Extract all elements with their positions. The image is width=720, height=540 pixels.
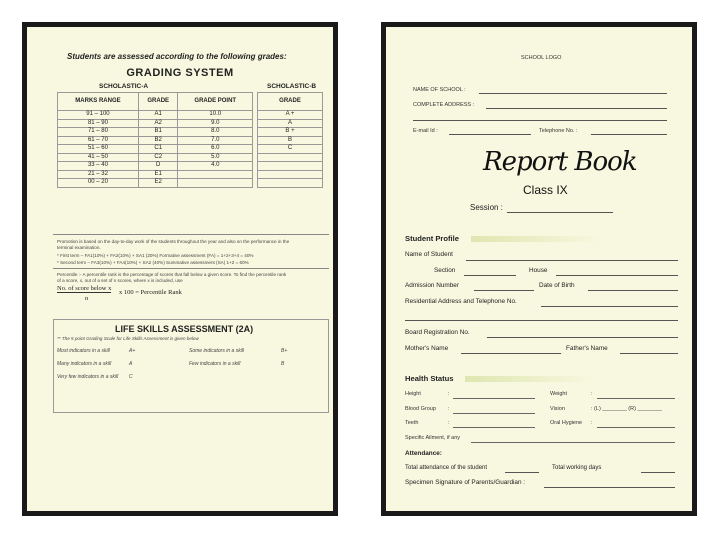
life-skill-grade: B+ [281, 348, 288, 354]
formula-result: x 100 = Percentile Rank [119, 289, 182, 296]
life-skill-grade: C [129, 374, 133, 380]
table-header: GRADE [138, 93, 178, 111]
scholastic-a-table [57, 92, 253, 188]
second-term-note: * Second term – FA3(10%) + FA4(10%) + SA2 (40%) Summative assessment (SA) 1+2 = 60% [57, 260, 249, 265]
weight-field[interactable] [597, 398, 675, 399]
table-row [258, 153, 323, 162]
life-skill-indicator: Most indicators in a skill [57, 348, 110, 354]
heading-underline [465, 376, 595, 382]
grade-cell [258, 162, 323, 171]
scholastic-a-label: SCHOLASTIC-A [99, 83, 149, 90]
grade-point-cell: 5.0 [178, 153, 253, 162]
table-row [58, 153, 253, 162]
grade-point-cell: 6.0 [178, 145, 253, 154]
blood-group-label: Blood Group [405, 406, 436, 412]
grade-point-cell [178, 170, 253, 179]
table-row [258, 162, 323, 171]
address-field[interactable] [486, 108, 667, 109]
vision-field[interactable]: : (L) ________ (R) ________ [591, 406, 662, 412]
table-header: MARKS RANGE [58, 93, 139, 111]
table-row [58, 128, 253, 137]
table-header: GRADE [258, 93, 323, 111]
table-row [258, 111, 323, 120]
table-row [258, 119, 323, 128]
school-name-label: NAME OF SCHOOL : [413, 87, 466, 93]
school-logo-placeholder: SCHOOL LOGO [521, 55, 562, 61]
grade-cell: B [258, 136, 323, 145]
grade-cell: B2 [138, 136, 178, 145]
formula-numerator: No. of score below x [57, 285, 112, 292]
blood-group-field[interactable] [453, 413, 535, 414]
session-field[interactable] [507, 212, 613, 213]
email-label: E-mail Id : [413, 128, 438, 134]
oral-hygiene-field[interactable] [597, 427, 675, 428]
life-skill-indicator: Many indicators in a skill [57, 361, 112, 367]
telephone-field[interactable] [591, 134, 667, 135]
residential-address-field-line2[interactable] [405, 320, 678, 321]
email-field[interactable] [449, 134, 531, 135]
school-name-field[interactable] [479, 93, 667, 94]
board-registration-field[interactable] [487, 337, 678, 338]
grade-cell: C1 [138, 145, 178, 154]
table-row [58, 119, 253, 128]
marks-range-cell: 81 – 90 [58, 119, 139, 128]
grade-point-cell: 7.0 [178, 136, 253, 145]
colon-separator: : [591, 391, 593, 397]
grade-cell: B1 [138, 128, 178, 137]
marks-range-cell: 41 – 50 [58, 153, 139, 162]
table-row [258, 136, 323, 145]
grade-point-cell: 4.0 [178, 162, 253, 171]
life-skill-grade: A [129, 361, 133, 367]
total-attendance-label: Total attendance of the student [405, 465, 488, 471]
marks-range-cell: 00 – 20 [58, 179, 139, 188]
table-row [258, 145, 323, 154]
residential-address-label: Residential Address and Telephone No. [405, 298, 517, 305]
section-field[interactable] [464, 275, 516, 276]
life-skills-heading: LIFE SKILLS ASSESSMENT (2A) [115, 324, 254, 334]
table-row [58, 179, 253, 188]
table-row [258, 179, 323, 188]
specific-ailment-label: Specific Ailment, if any [405, 435, 461, 441]
life-skill-indicator: Some indicators in a skill [189, 348, 245, 354]
colon-separator: : [448, 420, 450, 426]
grade-point-cell: 8.0 [178, 128, 253, 137]
table-row [58, 111, 253, 120]
life-skill-grade: B [281, 361, 285, 367]
right-page-panel [381, 22, 697, 516]
grade-point-cell: 10.0 [178, 111, 253, 120]
first-term-note: * First term – FA1(10%) + FA2(10%) + SA1 (20%) Formative assessment (FA) = 1+2+3+4 = 40% [57, 253, 254, 258]
health-status-heading: Health Status [405, 374, 454, 383]
grading-system-page [27, 27, 333, 511]
left-page-panel [22, 22, 338, 516]
scholastic-b-label: SCHOLASTIC-B [267, 83, 317, 90]
residential-address-field[interactable] [541, 306, 678, 307]
grade-cell: B + [258, 128, 323, 137]
table-row [258, 128, 323, 137]
life-skill-grade: A+ [129, 348, 136, 354]
grade-cell: D [138, 162, 178, 171]
marks-range-cell: 71 – 80 [58, 128, 139, 137]
address-label: COMPLETE ADDRESS : [413, 102, 475, 108]
specimen-signature-label: Specimen Signature of Parents/Guardian : [405, 479, 526, 486]
life-skill-indicator: Few indicators in a skill [189, 361, 241, 367]
mothers-name-label: Mother's Name [405, 345, 449, 352]
grade-cell: E1 [138, 170, 178, 179]
weight-label: Weight [550, 391, 568, 397]
specimen-signature-field[interactable] [544, 487, 675, 488]
date-of-birth-label: Date of Birth [539, 282, 575, 289]
grade-cell: A2 [138, 119, 178, 128]
grade-point-cell: 9.0 [178, 119, 253, 128]
promotion-note-cont: terminal examination. [57, 245, 101, 250]
class-label: Class IX [523, 183, 568, 197]
table-row [58, 170, 253, 179]
assessment-intro-text: Students are assessed according to the following grades: [67, 52, 287, 61]
date-of-birth-field[interactable] [588, 290, 678, 291]
section-label: Section [434, 267, 456, 274]
mothers-name-field[interactable] [461, 353, 561, 354]
divider [53, 268, 329, 269]
student-name-field[interactable] [466, 260, 678, 261]
grade-cell [258, 179, 323, 188]
life-skill-indicator: Very few indicators in a skill [57, 374, 119, 380]
attendance-heading: Attendance: [405, 450, 442, 457]
life-skills-intro: ** The 5 point Grading Scale for Life Skills Assessment is given below [57, 336, 199, 341]
marks-range-cell: 51 – 60 [58, 145, 139, 154]
session-label: Session : [470, 203, 503, 212]
address-field-line2[interactable] [413, 120, 667, 121]
teeth-label: Teeth [405, 420, 419, 426]
grade-cell: A1 [138, 111, 178, 120]
table-header: GRADE POINT [178, 93, 253, 111]
grading-system-heading: GRADING SYSTEM [126, 67, 234, 79]
percentile-note: Percentile :- A percentile rank is the percentage of scores that fall below a given score. To find the percentile rank [57, 272, 287, 277]
specific-ailment-field[interactable] [471, 442, 675, 443]
marks-range-cell: 91 – 100 [58, 111, 139, 120]
grade-cell: C2 [138, 153, 178, 162]
table-row [58, 136, 253, 145]
grade-point-cell [178, 179, 253, 188]
admission-number-label: Admission Number [405, 282, 459, 289]
report-book-cover-page [386, 27, 692, 511]
height-field[interactable] [453, 398, 535, 399]
heading-underline [471, 236, 601, 242]
grade-cell: A [258, 119, 323, 128]
student-profile-heading: Student Profile [405, 234, 460, 243]
total-working-days-label: Total working days [552, 465, 602, 471]
grade-cell [258, 153, 323, 162]
colon-separator: : [448, 406, 450, 412]
marks-range-cell: 21 – 32 [58, 170, 139, 179]
oral-hygiene-label: Oral Hygiene [550, 420, 583, 426]
teeth-field[interactable] [453, 427, 535, 428]
percentile-note-cont: of a score, x, out of a set of n scores, where x is included, use [57, 278, 183, 283]
table-row [258, 170, 323, 179]
height-label: Height [405, 391, 421, 397]
house-label: House [529, 267, 548, 274]
colon-separator: : [591, 420, 593, 426]
grade-cell: C [258, 145, 323, 154]
grade-cell: A + [258, 111, 323, 120]
colon-separator: : [448, 391, 450, 397]
fathers-name-label: Father's Name [566, 345, 608, 352]
admission-number-field[interactable] [474, 290, 534, 291]
board-registration-label: Board Registration No. [405, 329, 470, 336]
divider [53, 234, 329, 235]
scholastic-b-table [257, 92, 323, 188]
table-row [58, 145, 253, 154]
formula-denominator: n [85, 295, 89, 302]
total-working-days-field[interactable] [641, 472, 675, 473]
grade-cell: E2 [138, 179, 178, 188]
table-row [58, 162, 253, 171]
vision-label: Vision [550, 406, 565, 412]
marks-range-cell: 33 – 40 [58, 162, 139, 171]
house-field[interactable] [556, 275, 678, 276]
promotion-note: Promotion is based on the day-to-day work of the students throughout the year and also on the performance in the [57, 239, 290, 244]
report-book-title: Report Book [483, 147, 637, 177]
student-name-label: Name of Student [405, 251, 453, 258]
total-attendance-field[interactable] [505, 472, 539, 473]
fathers-name-field[interactable] [620, 353, 678, 354]
grade-cell [258, 170, 323, 179]
marks-range-cell: 61 – 70 [58, 136, 139, 145]
telephone-label: Telephone No. : [539, 128, 578, 134]
